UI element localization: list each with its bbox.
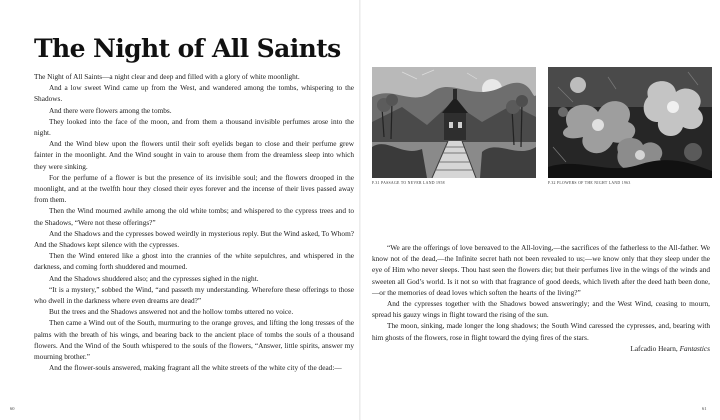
paragraph: For the perfume of a flower is but the presence of its invisible soul; and the flowers drooped in the moonlight, and at the twelfth hour they closed their eyes forever and the incense of their lives passed away from them. [34, 172, 354, 205]
paragraph: But the trees and the Shadows answered not and the hollow tombs uttered no voice. [49, 307, 294, 317]
page-number-left: 60 [10, 406, 15, 411]
paragraph: And there were flowers among the tombs. [49, 105, 172, 115]
paragraph: Then came a Wind out of the South, murmuring to the orange groves, and lifting the long tresses of the palms with the breath of his wings, and bearing back to the ancient place of tombs the souls of a thousand flowers. And the Wind of the South whispered to the souls of the flowers, “Answer, little spirits, answer my mourning brother.” [34, 318, 354, 362]
attribution [372, 343, 710, 354]
paragraph: The moon, sinking, made longer the long shadows; the South Wind caressed the cypresses, and, bearing with him ghosts of the flowers, rose in flight toward the dying fires of the stars. [372, 321, 710, 342]
page-number-right: 61 [702, 406, 707, 411]
paragraph: And the flower-souls answered, making fragrant all the white streets of the white city of the dead:— [49, 363, 342, 373]
paragraph: And the Shadows shuddered also; and the cypresses sighed in the night. [49, 273, 259, 283]
page-gutter [359, 0, 361, 420]
right-text-column [372, 242, 710, 354]
painting-flowers-of-the-night-land [548, 67, 712, 178]
paragraph: The Night of All Saints—a night clear and deep and filled with a glory of white moonlight. [34, 72, 300, 81]
figure-passage-to-never-land [372, 67, 536, 186]
figure-flowers-of-the-night-land [548, 67, 712, 186]
paragraph: And the Wind blew upon the flowers until their soft eyelids began to close and their perfume grew fainter in the moonlight. And the Wind sought in vain to arouse them from the dreamless sleep into which they were sinking. [34, 139, 354, 171]
attribution-author: Lafcadio Hearn, [630, 343, 678, 353]
attribution-work: Fantastics [679, 343, 710, 353]
painting-passage-to-never-land [372, 67, 536, 178]
page-title: The Night of All Saints [34, 34, 341, 63]
paragraph: “We are the offerings of love bereaved to the All-loving,—the sacrifices of the fatherless to the All-father. We know not of the dead,—the Infinite secret hath not been revealed to us;—we know only that they sleep under the eye of Him who never sleeps. Thou hast seen the flowers die; but their perfumes live in the wings of the winds and sweeten all God’s world. Is it not so with that fragrance of good deeds, which liveth after the deed hath been done,—or the memories of dead loves which soften the hearts of the living?” [372, 243, 710, 297]
paragraph: And the Shadows and the cypresses bowed weirdly in mysterious reply. But the Wind asked, To Whom? And the Shadows kept silence with the cypresses. [34, 228, 354, 250]
paragraph: And a low sweet Wind came up from the West, and wandered among the tombs, whispering to the Shadows. [34, 83, 354, 104]
figure-caption: F.32 FLOWERS OF THE NIGHT LAND 1963 [548, 181, 631, 185]
paragraph: They looked into the face of the moon, and from them a thousand invisible perfumes arose into the night. [34, 116, 354, 138]
paragraph: Then the Wind mourned awhile among the old white tombs; and whispered to the cypress trees and to the Shadows, “Were not these offerings?” [34, 206, 354, 227]
paragraph: And the cypresses together with the Shadows bowed answeringly; and the West Wind, ceasing to mourn, spread his gauzy wings in flight toward the rising of the sun. [372, 299, 710, 320]
figure-caption: F.31 PASSAGE TO NEVER LAND 1958 [372, 181, 445, 185]
paragraph: “It is a mystery,” sobbed the Wind, “and passeth my understanding. Wherefore these offerings to those who dwell in the darkness where even dreams are dead?” [34, 284, 354, 306]
left-text-column [34, 71, 354, 373]
paragraph: Then the Wind entered like a ghost into the crannies of the white sepulchres, and whispered in the darkness, and coming forth shuddered and mourned. [34, 251, 354, 272]
